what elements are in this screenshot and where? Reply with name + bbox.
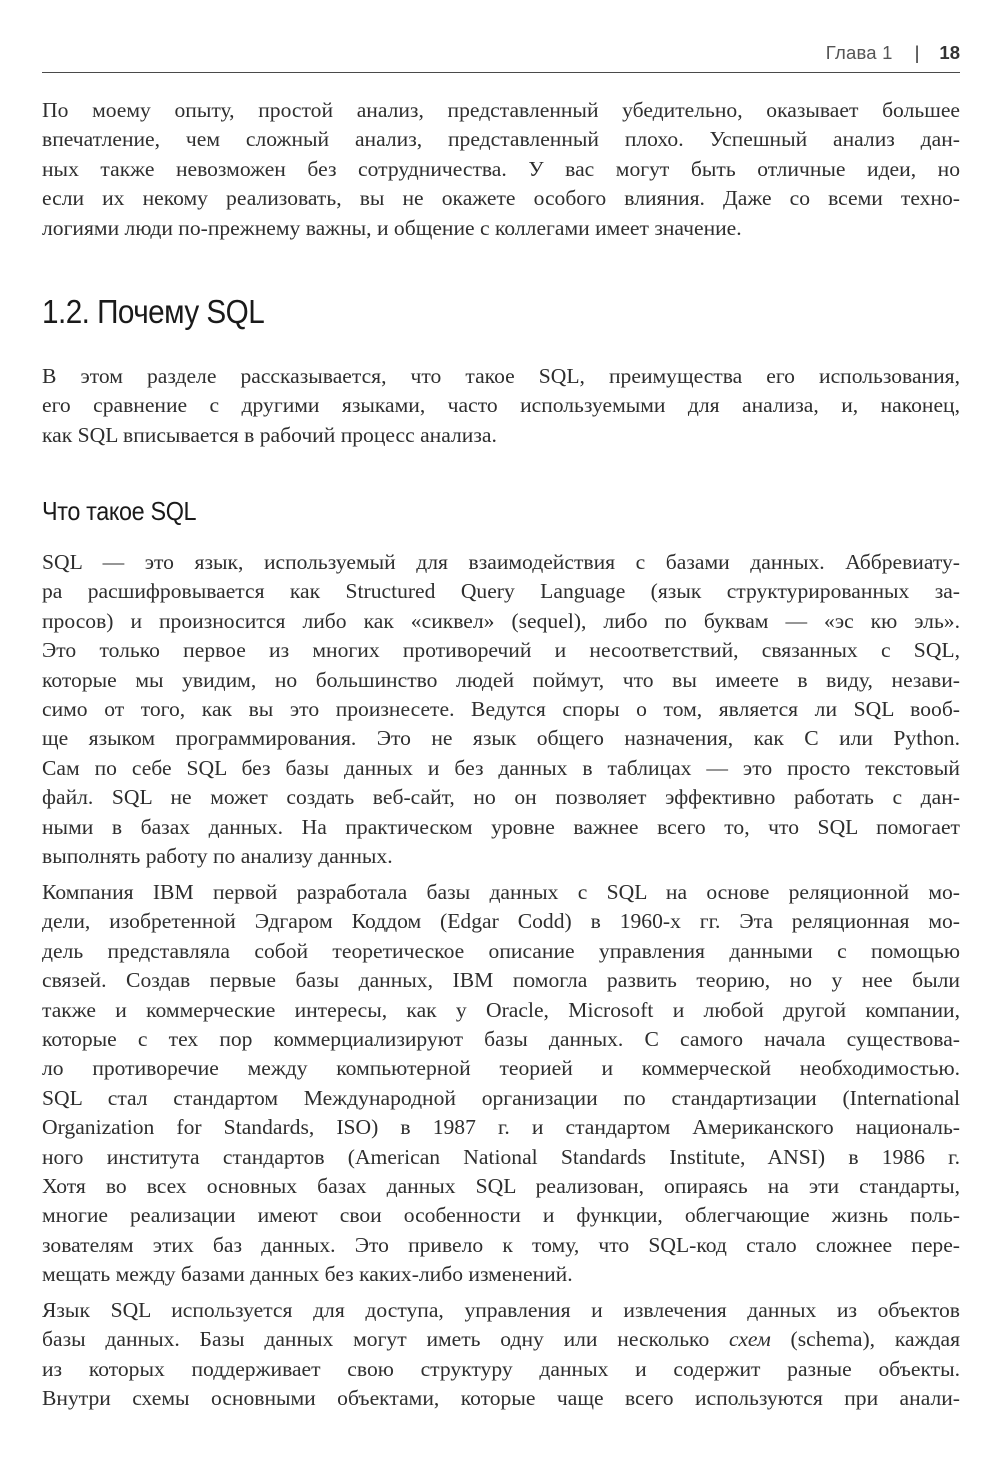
text-line: впечатление, чем сложный анализ, представленный плохо. Успешный анализ дан- xyxy=(42,127,960,152)
text-line: связей. Создав первые базы данных, IBM помогла развить теорию, но у нее были xyxy=(42,968,960,993)
running-header xyxy=(42,42,960,73)
text-line: ще языком программирования. Это не язык общего назначения, как C или Python. xyxy=(42,726,960,751)
page-number: 18 xyxy=(939,42,960,63)
text-line: По моему опыту, простой анализ, представленный убедительно, оказывает большее xyxy=(42,98,960,122)
text-line: зователям этих баз данных. Это привело к тому, что SQL-код стало сложнее пере- xyxy=(42,1232,960,1257)
text-line: файл. SQL не может создать веб-сайт, но он позволяет эффективно работать с дан- xyxy=(42,785,960,810)
chapter-label: Глава 1 xyxy=(825,42,893,63)
paragraph-sql-usage xyxy=(42,1296,960,1414)
paragraph-what-is-sql xyxy=(42,548,960,871)
text-line: ных также невозможен без сотрудничества. У вас могут быть отличные идеи, но xyxy=(42,156,960,181)
header-separator: | xyxy=(914,42,920,63)
section-heading: 1.2. Почему SQL xyxy=(42,293,265,330)
text-line: Язык SQL используется для доступа, управления и извлечения данных из объектов xyxy=(42,1298,960,1322)
text-line: просов) и произносится либо как «сиквел» (sequel), либо по буквам — «эс кю эль». xyxy=(42,608,960,633)
text-line: SQL — это язык, используемый для взаимодействия с базами данных. Аббревиату- xyxy=(42,550,960,574)
intro-paragraph xyxy=(42,96,960,243)
text-line: дели, изобретенной Эдгаром Коддом (Edgar Codd) в 1960-х гг. Эта реляционная мо- xyxy=(42,909,960,934)
text-line: мещать между базами данных без каких-либо изменений. xyxy=(42,1262,573,1287)
text-line: Хотя во всех основных базах данных SQL реализован, опираясь на эти стандарты, xyxy=(42,1174,960,1199)
text-line: ного института стандартов (American National Standards Institute, ANSI) в 1986 г. xyxy=(42,1144,960,1169)
text-line: Компания IBM первой разработала базы данных с SQL на основе реляционной мо- xyxy=(42,880,960,904)
text-line: его сравнение с другими языками, часто используемыми для анализа, и, наконец, xyxy=(42,393,960,418)
text-line: ными в базах данных. На практическом уровне важнее всего то, что SQL помогает xyxy=(42,814,960,839)
text-line: логиями люди по-прежнему важны, и общение с коллегами имеет значение. xyxy=(42,215,742,240)
text-line: ра расшифровывается как Structured Query Language (язык структурированных за- xyxy=(42,579,960,604)
text-line xyxy=(42,1325,960,1354)
text-line: симо от того, как вы это произнесете. Ведутся споры о том, является ли SQL вооб- xyxy=(42,697,960,722)
text-line: выполнять работу по анализу данных. xyxy=(42,844,393,869)
text-line: ло противоречие между компьютерной теорией и коммерческой необходимостью. xyxy=(42,1056,960,1081)
text-line: которые мы увидим, но большинство людей поймут, что вы имеете в виду, незави- xyxy=(42,667,960,692)
section-intro-paragraph xyxy=(42,362,960,450)
text-fragment: базы данных. Базы данных могут иметь одну или несколько xyxy=(42,1327,730,1352)
text-line: как SQL вписывается в рабочий процесс анализа. xyxy=(42,422,497,447)
text-line: Внутри схемы основными объектами, которые чаще всего используются при анали- xyxy=(42,1386,960,1411)
subsection-heading: Что такое SQL xyxy=(42,496,197,526)
text-line: также и коммерческие интересы, как у Oracle, Microsoft и любой другой компании, xyxy=(42,997,960,1022)
text-line: которые с тех пор коммерциализируют базы данных. С самого начала существова- xyxy=(42,1027,960,1052)
text-line: Это только первое из многих противоречий и несоответствий, связанных с SQL, xyxy=(42,638,960,663)
text-line: многие реализации имеют свои особенности и функции, облегчающие жизнь поль- xyxy=(42,1203,960,1228)
paragraph-ibm-history xyxy=(42,878,960,1290)
text-line: Organization for Standards, ISO) в 1987 г. и стандартом Американского националь- xyxy=(42,1115,960,1140)
text-line: Сам по себе SQL без базы данных и без данных в таблицах — это просто текстовый xyxy=(42,755,960,780)
emphasized-term: схем xyxy=(729,1327,771,1352)
text-fragment: (schema), каждая xyxy=(770,1327,961,1352)
text-line: если их некому реализовать, вы не окажете особого влияния. Даже со всеми техно- xyxy=(42,186,960,211)
text-line: SQL стал стандартом Международной организации по стандартизации (International xyxy=(42,1085,960,1110)
text-line: из которых поддерживает свою структуру данных и содержит разные объекты. xyxy=(42,1356,960,1381)
text-line: В этом разделе рассказывается, что такое SQL, преимущества его использования, xyxy=(42,364,960,388)
text-line: дель представляла собой теоретическое описание управления данными с помощью xyxy=(42,938,960,963)
